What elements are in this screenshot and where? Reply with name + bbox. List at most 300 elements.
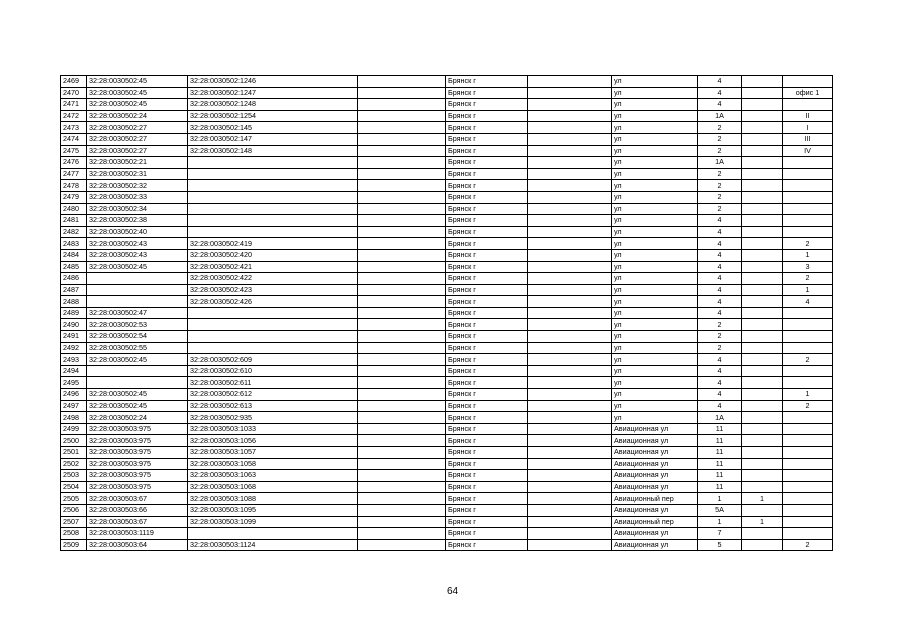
table-cell — [87, 296, 188, 308]
table-cell — [528, 504, 612, 516]
table-cell — [528, 342, 612, 354]
table-cell: 2490 — [61, 319, 87, 331]
table-cell — [742, 261, 783, 273]
table-cell: 32:28:0030503:1095 — [188, 504, 358, 516]
table-cell: 32:28:0030502:1247 — [188, 87, 358, 99]
table-cell: Брянск г — [446, 412, 528, 424]
table-cell: 2501 — [61, 447, 87, 459]
table-cell: 4 — [698, 389, 742, 401]
table-cell — [358, 528, 446, 540]
table-cell — [188, 215, 358, 227]
table-cell — [742, 180, 783, 192]
table-cell — [528, 99, 612, 111]
table-cell — [528, 319, 612, 331]
table-cell: 32:28:0030502:423 — [188, 284, 358, 296]
table-cell: 32:28:0030503:1063 — [188, 470, 358, 482]
table-cell: 32:28:0030502:34 — [87, 203, 188, 215]
table-row — [61, 435, 833, 447]
table-cell: 32:28:0030503:1088 — [188, 493, 358, 505]
table-cell — [528, 481, 612, 493]
table-cell: 2488 — [61, 296, 87, 308]
table-cell: 2505 — [61, 493, 87, 505]
table-cell — [742, 157, 783, 169]
table-cell — [358, 400, 446, 412]
table-cell: 32:28:0030503:1068 — [188, 481, 358, 493]
table-cell — [87, 284, 188, 296]
table-cell: 2507 — [61, 516, 87, 528]
table-cell: 2477 — [61, 168, 87, 180]
table-cell: Брянск г — [446, 470, 528, 482]
table-cell — [528, 458, 612, 470]
table-cell: ул — [612, 226, 698, 238]
table-cell: Брянск г — [446, 215, 528, 227]
table-cell — [528, 284, 612, 296]
table-cell: ул — [612, 168, 698, 180]
table-cell: Брянск г — [446, 261, 528, 273]
table-cell — [358, 76, 446, 88]
table-row — [61, 516, 833, 528]
table-cell: 32:28:0030503:975 — [87, 435, 188, 447]
table-cell — [742, 412, 783, 424]
table-cell — [528, 157, 612, 169]
table-cell — [742, 133, 783, 145]
table-cell: 32:28:0030502:45 — [87, 261, 188, 273]
table-cell: Брянск г — [446, 168, 528, 180]
table-cell — [358, 319, 446, 331]
table-cell: 2472 — [61, 110, 87, 122]
table-cell: ул — [612, 319, 698, 331]
table-cell — [528, 215, 612, 227]
table-cell: 32:28:0030503:1057 — [188, 447, 358, 459]
table-cell — [742, 203, 783, 215]
table-cell — [742, 342, 783, 354]
table-cell — [528, 423, 612, 435]
table-cell — [358, 389, 446, 401]
table-cell: 32:28:0030502:45 — [87, 87, 188, 99]
table-cell: 32:28:0030502:45 — [87, 354, 188, 366]
table-cell: 32:28:0030502:145 — [188, 122, 358, 134]
table-cell — [742, 458, 783, 470]
table-cell: Брянск г — [446, 110, 528, 122]
table-cell: 2 — [698, 168, 742, 180]
table-cell — [528, 122, 612, 134]
table-cell: 32:28:0030502:33 — [87, 191, 188, 203]
table-cell: ул — [612, 412, 698, 424]
table-row — [61, 528, 833, 540]
table-cell — [742, 423, 783, 435]
table-cell — [742, 249, 783, 261]
table-cell: 2 — [698, 342, 742, 354]
table-row — [61, 377, 833, 389]
table-cell: Авиационная ул — [612, 504, 698, 516]
table-row — [61, 87, 833, 99]
table-cell — [742, 99, 783, 111]
table-cell: 2498 — [61, 412, 87, 424]
table-cell: 4 — [698, 226, 742, 238]
table-cell: 32:28:0030502:53 — [87, 319, 188, 331]
table-cell — [528, 307, 612, 319]
table-cell: 2473 — [61, 122, 87, 134]
table-cell: ул — [612, 157, 698, 169]
table-cell: Брянск г — [446, 157, 528, 169]
table-cell: ул — [612, 389, 698, 401]
table-cell: Брянск г — [446, 203, 528, 215]
table-cell — [742, 365, 783, 377]
table-row — [61, 458, 833, 470]
table-cell: 32:28:0030503:975 — [87, 423, 188, 435]
table-cell: 2491 — [61, 331, 87, 343]
table-cell: ул — [612, 87, 698, 99]
table-row — [61, 296, 833, 308]
table-cell — [358, 516, 446, 528]
table-cell — [358, 412, 446, 424]
table-cell: 2496 — [61, 389, 87, 401]
table-cell — [783, 319, 833, 331]
table-cell: 4 — [698, 296, 742, 308]
table-cell: 32:28:0030502:21 — [87, 157, 188, 169]
table-cell — [87, 377, 188, 389]
table-cell — [358, 238, 446, 250]
table-cell: Брянск г — [446, 365, 528, 377]
table-cell — [358, 284, 446, 296]
table-cell: 32:28:0030502:47 — [87, 307, 188, 319]
table-cell: 4 — [698, 365, 742, 377]
table-cell: Авиационная ул — [612, 447, 698, 459]
table-row — [61, 180, 833, 192]
table-cell — [742, 504, 783, 516]
table-cell: 1А — [698, 412, 742, 424]
table-cell: Авиационная ул — [612, 423, 698, 435]
table-row — [61, 99, 833, 111]
table-cell: 2504 — [61, 481, 87, 493]
table-cell: ул — [612, 110, 698, 122]
table-cell — [528, 331, 612, 343]
table-cell: 32:28:0030502:40 — [87, 226, 188, 238]
table-cell: 32:28:0030503:975 — [87, 470, 188, 482]
table-cell: 32:28:0030502:43 — [87, 249, 188, 261]
table-cell: Брянск г — [446, 331, 528, 343]
table-cell — [358, 342, 446, 354]
table-cell: 2509 — [61, 539, 87, 551]
table-cell — [528, 389, 612, 401]
table-cell — [528, 191, 612, 203]
table-cell — [783, 191, 833, 203]
table-cell: 2489 — [61, 307, 87, 319]
table-cell — [742, 226, 783, 238]
table-cell — [358, 458, 446, 470]
table-cell: 32:28:0030502:147 — [188, 133, 358, 145]
table-cell — [742, 296, 783, 308]
table-cell — [528, 435, 612, 447]
table-cell: 32:28:0030502:420 — [188, 249, 358, 261]
table-cell — [528, 296, 612, 308]
table-cell: 32:28:0030502:419 — [188, 238, 358, 250]
table-cell: 32:28:0030503:1124 — [188, 539, 358, 551]
table-cell: 32:28:0030502:31 — [87, 168, 188, 180]
table-cell — [528, 412, 612, 424]
table-row — [61, 400, 833, 412]
table-row — [61, 493, 833, 505]
table-cell — [742, 470, 783, 482]
table-cell: Брянск г — [446, 435, 528, 447]
table-cell — [528, 168, 612, 180]
table-row — [61, 76, 833, 88]
table-cell — [87, 365, 188, 377]
table-cell: 2 — [783, 273, 833, 285]
table-cell — [742, 273, 783, 285]
table-cell: ул — [612, 273, 698, 285]
table-cell — [528, 377, 612, 389]
table-row — [61, 226, 833, 238]
table-cell: Брянск г — [446, 296, 528, 308]
table-cell — [783, 481, 833, 493]
table-cell: 32:28:0030502:54 — [87, 331, 188, 343]
table-cell — [742, 284, 783, 296]
table-row — [61, 504, 833, 516]
table-cell: 32:28:0030502:148 — [188, 145, 358, 157]
table-cell: 2493 — [61, 354, 87, 366]
table-row — [61, 273, 833, 285]
table-cell: IV — [783, 145, 833, 157]
table-cell — [358, 122, 446, 134]
table-cell: 32:28:0030502:935 — [188, 412, 358, 424]
table-cell: 4 — [698, 273, 742, 285]
table-cell — [358, 354, 446, 366]
table-cell — [528, 354, 612, 366]
table-cell: 32:28:0030502:421 — [188, 261, 358, 273]
table-cell — [358, 261, 446, 273]
table-cell — [358, 133, 446, 145]
table-cell — [528, 470, 612, 482]
table-cell: Брянск г — [446, 87, 528, 99]
table-cell — [783, 215, 833, 227]
table-cell: Брянск г — [446, 191, 528, 203]
table-cell — [188, 203, 358, 215]
table-row — [61, 203, 833, 215]
table-cell — [783, 493, 833, 505]
table-cell: 4 — [698, 87, 742, 99]
table-row — [61, 389, 833, 401]
table-cell: 1 — [742, 516, 783, 528]
table-cell: Брянск г — [446, 389, 528, 401]
table-cell: 1 — [742, 493, 783, 505]
table-cell: 1 — [783, 284, 833, 296]
table-cell — [528, 110, 612, 122]
table-row — [61, 215, 833, 227]
table-cell: 11 — [698, 447, 742, 459]
table-cell: 2487 — [61, 284, 87, 296]
table-cell: 32:28:0030503:66 — [87, 504, 188, 516]
table-cell: офис 1 — [783, 87, 833, 99]
table-cell: 2508 — [61, 528, 87, 540]
table-cell: Брянск г — [446, 458, 528, 470]
table-cell: Авиационная ул — [612, 470, 698, 482]
table-cell: 4 — [698, 307, 742, 319]
table-cell — [358, 180, 446, 192]
table-row — [61, 447, 833, 459]
table-cell — [742, 168, 783, 180]
table-cell — [742, 377, 783, 389]
table-cell: 2494 — [61, 365, 87, 377]
table-cell: Брянск г — [446, 238, 528, 250]
table-row — [61, 470, 833, 482]
table-cell: Авиационный пер — [612, 516, 698, 528]
table-cell: ул — [612, 377, 698, 389]
table-cell: 11 — [698, 458, 742, 470]
table-cell — [358, 226, 446, 238]
table-row — [61, 284, 833, 296]
table-cell — [783, 365, 833, 377]
table-cell: Брянск г — [446, 99, 528, 111]
table-cell — [783, 76, 833, 88]
table-cell: 2481 — [61, 215, 87, 227]
table-cell: 32:28:0030502:426 — [188, 296, 358, 308]
table-cell: 4 — [698, 76, 742, 88]
table-cell — [188, 331, 358, 343]
table-cell: 32:28:0030502:45 — [87, 99, 188, 111]
table-cell: 32:28:0030502:45 — [87, 400, 188, 412]
table-cell — [783, 203, 833, 215]
table-cell: ул — [612, 307, 698, 319]
table-cell — [188, 226, 358, 238]
table-cell: Брянск г — [446, 122, 528, 134]
table-cell — [783, 377, 833, 389]
table-cell — [742, 331, 783, 343]
table-cell — [528, 261, 612, 273]
table-cell — [783, 528, 833, 540]
table-cell: Брянск г — [446, 319, 528, 331]
table-cell — [742, 87, 783, 99]
table-cell: ул — [612, 400, 698, 412]
table-cell: 2503 — [61, 470, 87, 482]
table-cell — [742, 354, 783, 366]
table-row — [61, 319, 833, 331]
table-cell: 2 — [698, 191, 742, 203]
table-cell: ул — [612, 365, 698, 377]
table-cell: 2 — [698, 145, 742, 157]
table-cell: ул — [612, 203, 698, 215]
table-cell — [528, 180, 612, 192]
data-table-container — [60, 75, 832, 551]
table-cell — [528, 238, 612, 250]
table-cell: 32:28:0030502:27 — [87, 122, 188, 134]
table-cell — [358, 273, 446, 285]
table-cell: 11 — [698, 470, 742, 482]
table-cell: 32:28:0030502:24 — [87, 110, 188, 122]
table-cell: Авиационная ул — [612, 539, 698, 551]
table-cell: Брянск г — [446, 447, 528, 459]
table-cell: Брянск г — [446, 354, 528, 366]
table-cell — [358, 377, 446, 389]
table-cell: 2486 — [61, 273, 87, 285]
table-cell — [783, 226, 833, 238]
table-cell — [742, 110, 783, 122]
table-cell — [358, 331, 446, 343]
table-cell: 2482 — [61, 226, 87, 238]
table-row — [61, 168, 833, 180]
table-cell — [783, 157, 833, 169]
table-row — [61, 412, 833, 424]
table-cell — [358, 296, 446, 308]
table-cell: 4 — [698, 354, 742, 366]
table-cell: 11 — [698, 481, 742, 493]
table-cell: ул — [612, 122, 698, 134]
table-cell — [358, 99, 446, 111]
table-cell: Брянск г — [446, 493, 528, 505]
table-cell — [742, 447, 783, 459]
table-cell: 4 — [783, 296, 833, 308]
table-cell — [742, 435, 783, 447]
table-cell: 2484 — [61, 249, 87, 261]
table-cell: ул — [612, 238, 698, 250]
table-cell: 1 — [698, 493, 742, 505]
table-cell: ул — [612, 331, 698, 343]
table-cell — [358, 481, 446, 493]
table-body — [61, 76, 833, 551]
table-cell: 32:28:0030503:1056 — [188, 435, 358, 447]
table-cell — [742, 400, 783, 412]
table-cell — [358, 307, 446, 319]
table-cell: 32:28:0030502:609 — [188, 354, 358, 366]
table-cell: 5А — [698, 504, 742, 516]
table-cell: 32:28:0030503:1119 — [87, 528, 188, 540]
table-cell: 4 — [698, 238, 742, 250]
table-cell: 2506 — [61, 504, 87, 516]
table-cell: 2 — [698, 203, 742, 215]
table-cell: 2492 — [61, 342, 87, 354]
table-cell: 11 — [698, 435, 742, 447]
table-cell — [783, 307, 833, 319]
table-cell — [188, 342, 358, 354]
table-cell: 4 — [698, 400, 742, 412]
table-cell — [358, 447, 446, 459]
table-cell: 2480 — [61, 203, 87, 215]
table-cell — [188, 157, 358, 169]
table-cell: ул — [612, 76, 698, 88]
table-cell — [528, 226, 612, 238]
table-row — [61, 365, 833, 377]
table-cell: 32:28:0030502:611 — [188, 377, 358, 389]
table-cell: Авиационный пер — [612, 493, 698, 505]
table-cell — [358, 145, 446, 157]
table-row — [61, 249, 833, 261]
table-cell: 32:28:0030503:67 — [87, 493, 188, 505]
table-cell — [358, 539, 446, 551]
table-cell: 2495 — [61, 377, 87, 389]
table-cell: 32:28:0030502:27 — [87, 133, 188, 145]
table-cell: Авиационная ул — [612, 528, 698, 540]
table-cell: 32:28:0030502:27 — [87, 145, 188, 157]
table-cell: 3 — [783, 261, 833, 273]
table-cell — [528, 539, 612, 551]
table-cell — [783, 470, 833, 482]
table-cell: Брянск г — [446, 528, 528, 540]
table-cell — [358, 435, 446, 447]
table-cell — [528, 249, 612, 261]
table-cell: 32:28:0030502:1248 — [188, 99, 358, 111]
table-row — [61, 342, 833, 354]
table-cell — [783, 342, 833, 354]
table-cell — [528, 203, 612, 215]
table-row — [61, 110, 833, 122]
table-row — [61, 133, 833, 145]
table-cell: Брянск г — [446, 307, 528, 319]
table-cell: 32:28:0030503:1099 — [188, 516, 358, 528]
table-cell — [783, 458, 833, 470]
table-cell: 4 — [698, 215, 742, 227]
table-cell — [358, 423, 446, 435]
table-cell: Брянск г — [446, 249, 528, 261]
